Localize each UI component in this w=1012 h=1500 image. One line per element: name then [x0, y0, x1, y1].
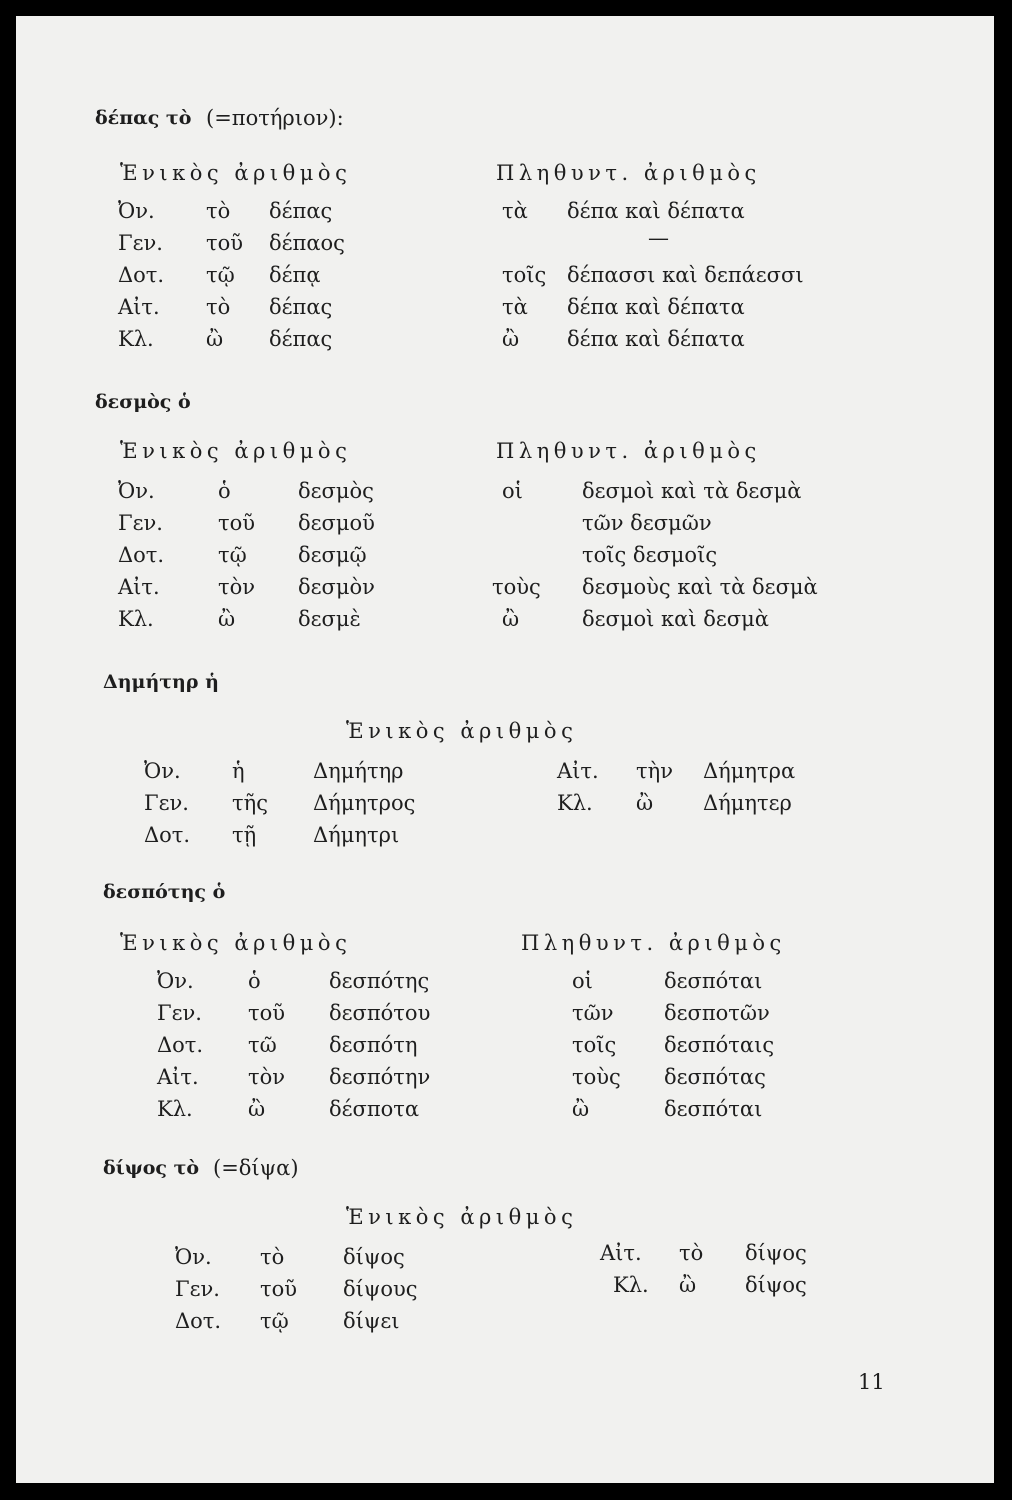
form: δίψος — [745, 1273, 807, 1297]
plural-article: ὢ — [502, 607, 520, 631]
singular-label: Ἑνικὸς ἀριθμὸς — [346, 1205, 578, 1229]
case-label: Αἰτ. — [118, 295, 160, 319]
case-label: Κλ. — [613, 1273, 649, 1297]
case-label: Αἰτ. — [600, 1241, 642, 1265]
case-label: Δοτ. — [118, 263, 165, 287]
plural-label: Πληθυντ. ἀριθμὸς — [496, 161, 761, 185]
page-number: 11 — [858, 1370, 885, 1394]
case-label: Κλ. — [118, 327, 154, 351]
article: τοῦ — [206, 231, 244, 255]
article: τοῦ — [260, 1277, 298, 1301]
plural-form: δέπα καὶ δέπατα — [567, 327, 745, 351]
plural-form: δεσμοὶ καὶ τὰ δεσμὰ — [582, 479, 802, 503]
plural-form: τῶν δεσμῶν — [582, 511, 712, 535]
form: δέπαος — [269, 231, 345, 255]
plural-form: δέπα καὶ δέπατα — [567, 199, 745, 223]
plural-article: τοὺς — [492, 575, 541, 599]
case-label: Κλ. — [118, 607, 154, 631]
article: τῶ — [248, 1033, 277, 1057]
article: τὸ — [679, 1241, 704, 1265]
plural-form: δεσπόταις — [664, 1033, 775, 1057]
plural-form: δεσπόται — [664, 969, 763, 993]
article: ὁ — [218, 479, 231, 503]
article: ὢ — [248, 1097, 266, 1121]
case-label: Δοτ. — [144, 823, 191, 847]
form: Δήμητρι — [313, 823, 400, 847]
plural-form: δεσμοὶ καὶ δεσμὰ — [582, 607, 769, 631]
plural-form: δέπασσι καὶ δεπάεσσι — [567, 263, 804, 287]
article: τῆς — [232, 791, 268, 815]
article: ὢ — [636, 791, 654, 815]
plural-article: τοὺς — [572, 1065, 621, 1089]
entry-gloss: (=ποτήριον): — [206, 106, 344, 130]
plural-form: δέπα καὶ δέπατα — [567, 295, 745, 319]
form: δεσμοῦ — [298, 511, 375, 535]
book-page — [16, 16, 994, 1483]
form: δεσμὸς — [298, 479, 374, 503]
article: τοῦ — [248, 1001, 286, 1025]
plural-article: τὰ — [502, 295, 528, 319]
plural-label: Πληθυντ. ἀριθμὸς — [521, 931, 786, 955]
form: δίψους — [343, 1277, 418, 1301]
case-label: Γεν. — [157, 1001, 202, 1025]
article: ὁ — [248, 969, 261, 993]
form: δίψει — [343, 1309, 400, 1333]
case-label: Γεν. — [118, 231, 163, 255]
article: τοῦ — [218, 511, 256, 535]
case-label: Κλ. — [157, 1097, 193, 1121]
article: τὸ — [206, 295, 231, 319]
article: ἡ — [232, 759, 245, 783]
case-label: Αἰτ. — [157, 1065, 199, 1089]
plural-article: ὢ — [572, 1097, 590, 1121]
form: Δημήτηρ — [313, 759, 404, 783]
plural-article: τοῖς — [572, 1033, 617, 1057]
entry-heading: Δημήτηρ ἡ — [103, 671, 219, 693]
case-label: Ὀν. — [118, 199, 155, 223]
article: τὴν — [636, 759, 673, 783]
article: τῷ — [206, 263, 235, 287]
case-label: Ὀν. — [118, 479, 155, 503]
form: δεσμὲ — [298, 607, 361, 631]
article: τῷ — [218, 543, 247, 567]
article: τῷ — [260, 1309, 289, 1333]
case-label: Ὀν. — [144, 759, 181, 783]
case-label: Δοτ. — [175, 1309, 222, 1333]
article: τῇ — [232, 823, 257, 847]
plural-form: δεσμοὺς καὶ τὰ δεσμὰ — [582, 575, 818, 599]
form: Δήμητρος — [313, 791, 416, 815]
form: Δήμητρα — [703, 759, 796, 783]
form: δεσμὸν — [298, 575, 375, 599]
entry-heading: δίψος τὸ — [103, 1157, 200, 1179]
case-label: Γεν. — [144, 791, 189, 815]
case-label: Γεν. — [175, 1277, 220, 1301]
plural-article: τοῖς — [502, 263, 547, 287]
article: ὢ — [679, 1273, 697, 1297]
article: τὸν — [218, 575, 256, 599]
singular-label: Ἑνικὸς ἀριθμὸς — [346, 719, 578, 743]
case-label: Αἰτ. — [557, 759, 599, 783]
form: δεσπότη — [329, 1033, 418, 1057]
article: τὸ — [260, 1245, 285, 1269]
form: δέπᾳ — [269, 263, 321, 287]
article: τὸ — [206, 199, 231, 223]
plural-article: οἱ — [502, 479, 523, 503]
form: δέπας — [269, 199, 333, 223]
form: δέπας — [269, 327, 333, 351]
plural-form: δεσπόται — [664, 1097, 763, 1121]
entry-heading: δέπας τὸ — [95, 107, 192, 129]
case-label: Κλ. — [557, 791, 593, 815]
plural-form: δεσποτῶν — [664, 1001, 770, 1025]
form: δέπας — [269, 295, 333, 319]
case-label: Ὀν. — [175, 1245, 212, 1269]
plural-article: ὢ — [502, 327, 520, 351]
case-label: Ὀν. — [157, 969, 194, 993]
plural-form: δεσπότας — [664, 1065, 766, 1089]
article: ὢ — [206, 327, 224, 351]
plural-article: τῶν — [572, 1001, 614, 1025]
case-label: Δοτ. — [157, 1033, 204, 1057]
form: δίψος — [343, 1245, 405, 1269]
entry-heading: δεσπότης ὁ — [103, 881, 226, 903]
plural-form: τοῖς δεσμοῖς — [582, 543, 718, 567]
singular-label: Ἑνικὸς ἀριθμὸς — [120, 439, 352, 463]
form: δεσπότου — [329, 1001, 431, 1025]
singular-label: Ἑνικὸς ἀριθμὸς — [120, 161, 352, 185]
plural-form: — — [648, 226, 669, 250]
article: ὢ — [218, 607, 236, 631]
form: δεσπότης — [329, 969, 430, 993]
form: δίψος — [745, 1241, 807, 1265]
entry-heading: δεσμὸς ὁ — [95, 391, 191, 413]
case-label: Γεν. — [118, 511, 163, 535]
article: τὸν — [248, 1065, 286, 1089]
case-label: Δοτ. — [118, 543, 165, 567]
plural-article: οἱ — [572, 969, 593, 993]
form: Δήμητερ — [703, 791, 792, 815]
plural-article: τὰ — [502, 199, 528, 223]
form: δέσποτα — [329, 1097, 420, 1121]
form: δεσμῷ — [298, 543, 367, 567]
singular-label: Ἑνικὸς ἀριθμὸς — [120, 931, 352, 955]
plural-label: Πληθυντ. ἀριθμὸς — [496, 439, 761, 463]
entry-gloss: (=δίψα) — [213, 1156, 299, 1180]
case-label: Αἰτ. — [118, 575, 160, 599]
form: δεσπότην — [329, 1065, 431, 1089]
